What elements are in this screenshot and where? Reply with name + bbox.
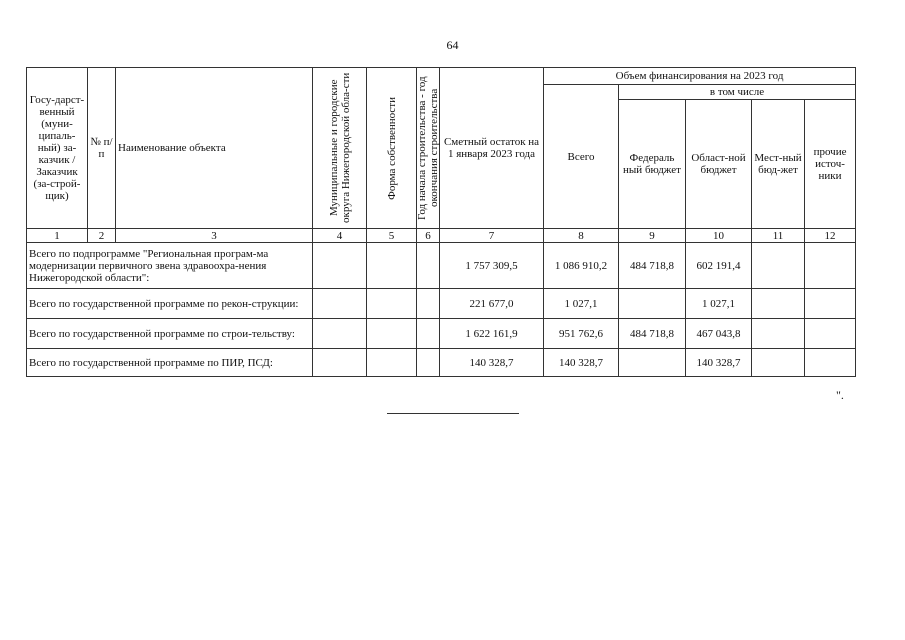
- row-local: [752, 289, 805, 319]
- row-local: [752, 243, 805, 289]
- header-federal: Федераль ный бюджет: [619, 100, 686, 229]
- row-balance: 1 622 161,9: [440, 319, 544, 349]
- empty-cell: [417, 243, 440, 289]
- header-including: в том числе: [619, 85, 856, 100]
- header-other: прочие источ-ники: [805, 100, 856, 229]
- page-number: 64: [446, 38, 459, 52]
- row-balance: 140 328,7: [440, 349, 544, 377]
- column-number: 10: [686, 229, 752, 243]
- row-balance: 221 677,0: [440, 289, 544, 319]
- row-total: 140 328,7: [544, 349, 619, 377]
- empty-cell: [313, 349, 367, 377]
- header-years: [417, 68, 440, 229]
- row-federal: [619, 289, 686, 319]
- header-customer: Госу-дарст-венный (муни-ципаль-ный) за-казчик / Заказчик (за-строй-щик): [27, 68, 88, 229]
- header-total: Всего: [544, 85, 619, 229]
- empty-cell: [313, 243, 367, 289]
- column-number: 12: [805, 229, 856, 243]
- row-name: Всего по подпрограмме "Региональная програм-ма модернизации первичного звена здравоохра-нения Нижегородской области":: [27, 243, 313, 289]
- row-federal: 484 718,8: [619, 243, 686, 289]
- empty-cell: [367, 319, 417, 349]
- row-name: Всего по государственной программе по ПИР, ПСД:: [27, 349, 313, 377]
- empty-cell: [313, 319, 367, 349]
- closing-mark: ".: [836, 388, 844, 402]
- empty-cell: [417, 319, 440, 349]
- header-ownership-text: Форма собственности: [385, 96, 398, 200]
- column-number: 9: [619, 229, 686, 243]
- column-number: 7: [440, 229, 544, 243]
- row-name: Всего по государственной программе по строи-тельству:: [27, 319, 313, 349]
- table-row: [27, 349, 856, 377]
- empty-cell: [417, 349, 440, 377]
- column-number: 1: [27, 229, 88, 243]
- column-number: 2: [88, 229, 116, 243]
- column-number: 11: [752, 229, 805, 243]
- row-local: [752, 319, 805, 349]
- header-municipality: [313, 68, 367, 229]
- header-ownership: [367, 68, 417, 229]
- row-regional: 602 191,4: [686, 243, 752, 289]
- row-regional: 467 043,8: [686, 319, 752, 349]
- header-years-text: Год начала строительства - год окончания строительства: [416, 76, 440, 220]
- column-numbers-row: [27, 229, 856, 243]
- column-number: 4: [313, 229, 367, 243]
- table-row: [27, 319, 856, 349]
- empty-cell: [417, 289, 440, 319]
- column-number: 3: [116, 229, 313, 243]
- header-funding-group: Объем финансирования на 2023 год: [544, 68, 856, 85]
- row-other: [805, 289, 856, 319]
- row-total: 1 086 910,2: [544, 243, 619, 289]
- column-number: 5: [367, 229, 417, 243]
- row-local: [752, 349, 805, 377]
- row-balance: 1 757 309,5: [440, 243, 544, 289]
- empty-cell: [313, 289, 367, 319]
- row-name: Всего по государственной программе по рекон-струкции:: [27, 289, 313, 319]
- row-total: 1 027,1: [544, 289, 619, 319]
- row-other: [805, 349, 856, 377]
- table-row: [27, 243, 856, 289]
- column-number: 6: [417, 229, 440, 243]
- row-total: 951 762,6: [544, 319, 619, 349]
- header-municipality-text: Муниципальные и городские округа Нижегородской обла-сти: [327, 72, 352, 224]
- footer-rule: [387, 413, 519, 414]
- header-num: № п/п: [88, 68, 116, 229]
- row-federal: [619, 349, 686, 377]
- table-row: [27, 289, 856, 319]
- financing-table: [26, 67, 856, 377]
- row-federal: 484 718,8: [619, 319, 686, 349]
- row-regional: 140 328,7: [686, 349, 752, 377]
- header-regional: Област-ной бюджет: [686, 100, 752, 229]
- header-balance: Сметный остаток на 1 января 2023 года: [440, 68, 544, 229]
- header-object-name: Наименование объекта: [116, 68, 313, 229]
- empty-cell: [367, 349, 417, 377]
- row-regional: 1 027,1: [686, 289, 752, 319]
- empty-cell: [367, 289, 417, 319]
- row-other: [805, 319, 856, 349]
- empty-cell: [367, 243, 417, 289]
- column-number: 8: [544, 229, 619, 243]
- header-local: Мест-ный бюд-жет: [752, 100, 805, 229]
- row-other: [805, 243, 856, 289]
